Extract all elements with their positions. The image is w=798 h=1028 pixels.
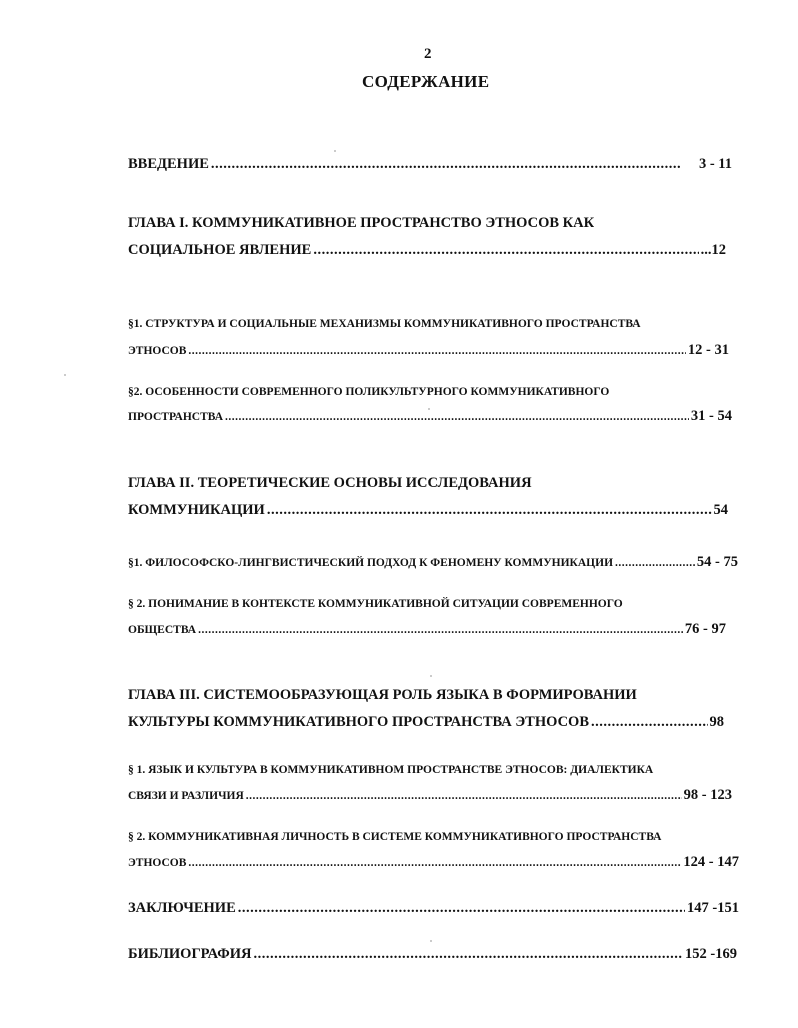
scan-speck — [430, 675, 432, 677]
toc-entry-title: КУЛЬТУРЫ КОММУНИКАТИВНОГО ПРОСТРАНСТВА ЭТНОСОВ — [128, 714, 590, 730]
leader-dots — [615, 557, 695, 569]
scan-speck — [64, 374, 66, 376]
leader-dots — [267, 502, 712, 519]
toc-entry-title: СВЯЗИ И РАЗЛИЧИЯ — [128, 790, 244, 802]
toc-page-range: 147 -151 — [687, 900, 739, 916]
toc-entry-title: БИБЛИОГРАФИЯ — [128, 946, 252, 962]
toc-entry-chapter-3[interactable] — [128, 714, 724, 731]
toc-entry-title: ЭТНОСОВ — [128, 857, 187, 869]
toc-page-range: 124 - 147 — [683, 854, 739, 870]
leader-dots — [246, 790, 682, 802]
toc-entry-title: КОММУНИКАЦИИ — [128, 502, 265, 518]
toc-page-range: 31 - 54 — [690, 408, 732, 424]
toc-section-3-2-title[interactable]: § 2. КОММУНИКАТИВНАЯ ЛИЧНОСТЬ В СИСТЕМЕ КОММУНИКАТИВНОГО ПРОСТРАНСТВА — [128, 831, 662, 843]
toc-entry-title: §1. ФИЛОСОФСКО-ЛИНГВИСТИЧЕСКИЙ ПОДХОД К ФЕНОМЕНУ КОММУНИКАЦИИ — [128, 557, 614, 569]
toc-section-1-1-title[interactable]: §1. СТРУКТУРА И СОЦИАЛЬНЫЕ МЕХАНИЗМЫ КОММУНИКАТИВНОГО ПРОСТРАНСТВА — [128, 318, 641, 330]
toc-page-range: 3 - 11 — [698, 156, 732, 172]
toc-page-range: 98 — [709, 714, 724, 730]
page-title: СОДЕРЖАНИЕ — [362, 72, 490, 91]
toc-entry-title: ЭТНОСОВ — [128, 345, 187, 357]
toc-entry-section-1-2[interactable] — [128, 408, 732, 425]
toc-page-range: 12 - 31 — [687, 342, 729, 358]
toc-chapter-3-title[interactable]: ГЛАВА III. СИСТЕМООБРАЗУЮЩАЯ РОЛЬ ЯЗЫКА В ФОРМИРОВАНИИ — [128, 687, 637, 703]
toc-entry-section-1-1[interactable] — [128, 342, 729, 359]
toc-entry-title: ПРОСТРАНСТВА — [128, 411, 223, 423]
scan-speck — [430, 940, 432, 942]
toc-entry-conclusion[interactable] — [128, 900, 739, 917]
toc-chapter-1-title[interactable]: ГЛАВА I. КОММУНИКАТИВНОЕ ПРОСТРАНСТВО ЭТНОСОВ КАК — [128, 215, 595, 231]
leader-dots — [188, 857, 681, 869]
leader-dots — [238, 900, 685, 917]
toc-entry-chapter-2[interactable] — [128, 502, 728, 519]
toc-entry-title: ЗАКЛЮЧЕНИЕ — [128, 900, 236, 916]
toc-section-2-2-title[interactable]: § 2. ПОНИМАНИЕ В КОНТЕКСТЕ КОММУНИКАТИВНОЙ СИТУАЦИИ СОВРЕМЕННОГО — [128, 598, 623, 610]
toc-entry-title: ВВЕДЕНИЕ — [128, 156, 209, 172]
leader-dots — [225, 411, 689, 423]
toc-section-1-2-title[interactable]: §2. ОСОБЕННОСТИ СОВРЕМЕННОГО ПОЛИКУЛЬТУРНОГО КОММУНИКАТИВНОГО — [128, 386, 610, 398]
toc-page-range: 152 -169 — [685, 946, 737, 962]
leader-dots — [211, 156, 681, 173]
toc-entry-section-3-1[interactable] — [128, 787, 732, 804]
toc-entry-title: СОЦИАЛЬНОЕ ЯВЛЕНИЕ — [128, 242, 312, 258]
toc-page-range: 76 - 97 — [684, 621, 726, 637]
toc-entry-section-3-2[interactable] — [128, 854, 739, 871]
toc-chapter-2-title[interactable]: ГЛАВА II. ТЕОРЕТИЧЕСКИЕ ОСНОВЫ ИССЛЕДОВАНИЯ — [128, 475, 532, 491]
scan-speck — [334, 150, 336, 152]
leader-dots — [253, 946, 683, 963]
toc-entry-bibliography[interactable] — [128, 946, 737, 963]
toc-entry-chapter-1[interactable] — [128, 242, 726, 259]
scan-speck — [428, 408, 430, 410]
toc-page-range: 98 - 123 — [683, 787, 732, 803]
toc-entry-intro[interactable] — [128, 156, 732, 173]
leader-dots — [591, 714, 707, 731]
toc-page-range: ...12 — [700, 242, 726, 258]
page-number: 2 — [424, 46, 432, 62]
leader-dots — [198, 624, 683, 636]
leader-dots — [313, 242, 698, 259]
toc-page-range: 54 - 75 — [696, 554, 738, 570]
toc-entry-section-2-2[interactable] — [128, 621, 726, 638]
leader-dots — [188, 345, 685, 357]
toc-entry-title: ОБЩЕСТВА — [128, 624, 197, 636]
toc-page-range: 54 — [713, 502, 728, 518]
toc-section-3-1-title[interactable]: § 1. ЯЗЫК И КУЛЬТУРА В КОММУНИКАТИВНОМ ПРОСТРАНСТВЕ ЭТНОСОВ: ДИАЛЕКТИКА — [128, 764, 654, 776]
toc-entry-section-2-1[interactable] — [128, 554, 738, 571]
